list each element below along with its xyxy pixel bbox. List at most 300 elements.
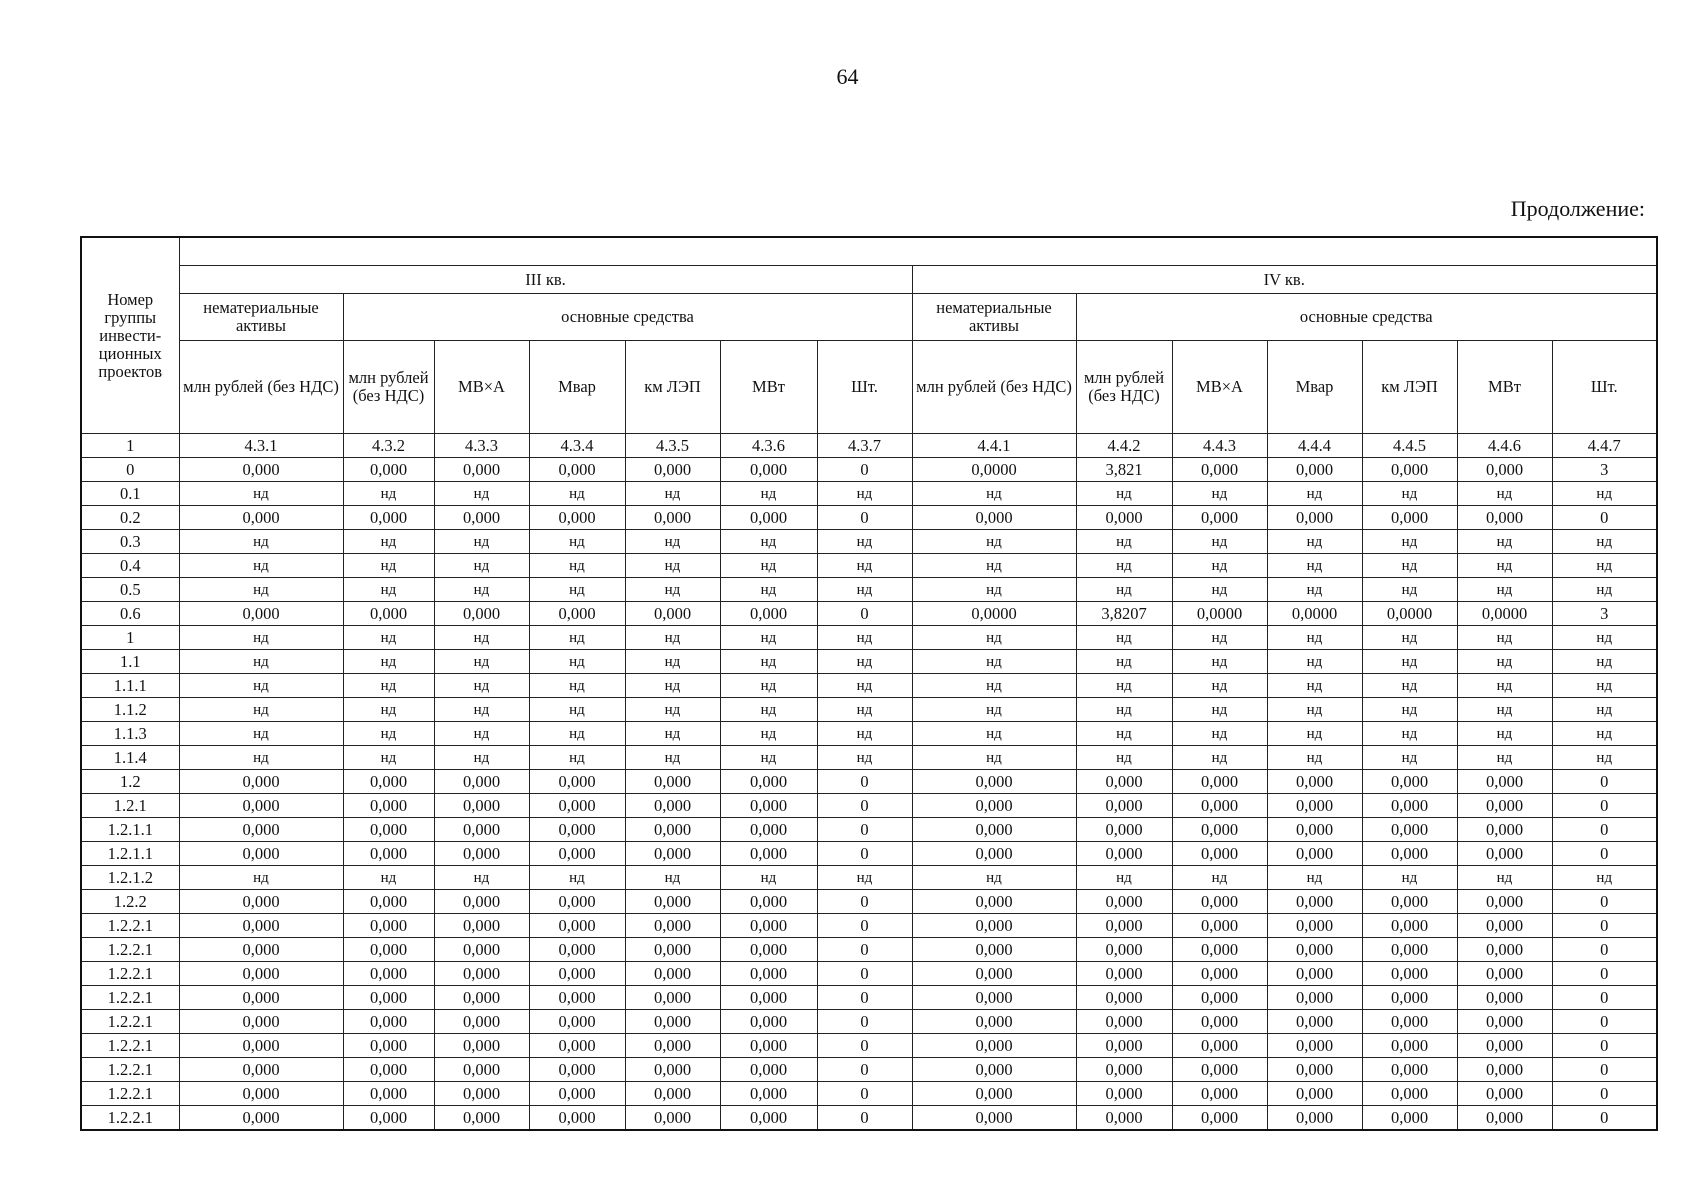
table-cell: 0 (1552, 818, 1657, 842)
table-cell: 0,000 (1362, 770, 1457, 794)
table-cell: 0,000 (1076, 506, 1172, 530)
table-cell: 0 (817, 914, 912, 938)
table-cell: 0 (817, 938, 912, 962)
table-cell: нд (1172, 698, 1267, 722)
table-cell: 0,000 (625, 890, 720, 914)
table-cell: нд (1552, 554, 1657, 578)
q3-unit-km: км ЛЭП (625, 341, 720, 434)
q4-unit-mvar: Мвар (1267, 341, 1362, 434)
table-cell: нд (1076, 674, 1172, 698)
table-cell: 0,000 (625, 506, 720, 530)
table-cell: нд (179, 482, 343, 506)
table-cell: нд (1552, 722, 1657, 746)
table-cell: 0,000 (720, 890, 817, 914)
table-cell: 0,000 (625, 794, 720, 818)
table-cell: нд (1267, 650, 1362, 674)
table-row (81, 674, 1657, 698)
table-cell: 0,000 (434, 914, 529, 938)
table-cell: 0,000 (1267, 1082, 1362, 1106)
table-cell: 0,000 (1076, 818, 1172, 842)
table-cell: 0,000 (343, 770, 434, 794)
table-cell: 0,000 (1362, 962, 1457, 986)
table-cell: 0,000 (1172, 770, 1267, 794)
table-cell: нд (434, 650, 529, 674)
table-cell: нд (1172, 482, 1267, 506)
table-cell: 0 (817, 1010, 912, 1034)
table-cell: нд (1267, 674, 1362, 698)
row-group-number: 1.2.2.1 (81, 1010, 179, 1034)
row-group-number: 1.2.2.1 (81, 1106, 179, 1131)
table-cell: нд (625, 866, 720, 890)
table-cell: 0,000 (529, 1034, 625, 1058)
table-cell: нд (1076, 650, 1172, 674)
table-row (81, 434, 1657, 458)
table-row (81, 818, 1657, 842)
table-cell: нд (912, 482, 1076, 506)
table-cell: нд (1267, 698, 1362, 722)
row-group-number: 0.1 (81, 482, 179, 506)
table-cell: нд (1267, 722, 1362, 746)
table-row (81, 626, 1657, 650)
table-cell: нд (1076, 746, 1172, 770)
table-cell: 0,000 (1076, 1034, 1172, 1058)
table-cell: 0,000 (179, 458, 343, 482)
table-cell: нд (1457, 698, 1552, 722)
table-cell: нд (912, 578, 1076, 602)
table-row (81, 698, 1657, 722)
table-cell: 0 (1552, 1010, 1657, 1034)
table-cell: 0,000 (912, 1010, 1076, 1034)
table-cell: нд (1457, 554, 1552, 578)
table-cell: 0,000 (434, 818, 529, 842)
table-cell: 0 (817, 818, 912, 842)
table-cell: нд (720, 698, 817, 722)
table-cell: нд (1362, 722, 1457, 746)
table-cell: 0,000 (343, 818, 434, 842)
table-cell: нд (1267, 626, 1362, 650)
table-cell: 0,000 (179, 818, 343, 842)
table-cell: нд (1362, 530, 1457, 554)
row-group-number: 0.5 (81, 578, 179, 602)
table-cell: 0,000 (343, 1034, 434, 1058)
table-cell: 0,000 (1172, 818, 1267, 842)
table-cell: 0,000 (434, 1034, 529, 1058)
table-cell: 4.4.6 (1457, 434, 1552, 458)
table-cell: 0,000 (179, 1082, 343, 1106)
table-cell: 0,000 (1267, 794, 1362, 818)
table-cell: 4.3.3 (434, 434, 529, 458)
table-cell: 0,000 (1457, 938, 1552, 962)
table-cell: 0 (1552, 914, 1657, 938)
table-row (81, 458, 1657, 482)
table-cell: 0,000 (1172, 962, 1267, 986)
table-cell: 0,000 (1172, 1082, 1267, 1106)
table-cell: 0,000 (625, 1034, 720, 1058)
row-group-number: 0.4 (81, 554, 179, 578)
table-cell: 0,000 (1362, 506, 1457, 530)
table-cell: нд (434, 530, 529, 554)
table-cell: 0 (817, 458, 912, 482)
table-cell: 0,000 (1076, 914, 1172, 938)
table-cell: 4.3.5 (625, 434, 720, 458)
row-group-number: 1.2.2 (81, 890, 179, 914)
table-row (81, 554, 1657, 578)
table-cell: нд (817, 698, 912, 722)
table-cell: 0,0000 (1267, 602, 1362, 626)
table-cell: 0 (1552, 938, 1657, 962)
table-cell: 0,000 (1457, 1082, 1552, 1106)
table-row (81, 1034, 1657, 1058)
table-cell: 0,000 (912, 770, 1076, 794)
table-cell: 0,000 (1267, 890, 1362, 914)
table-cell: 0,000 (1362, 818, 1457, 842)
table-row (81, 1082, 1657, 1106)
table-cell: нд (817, 482, 912, 506)
table-cell: нд (1457, 650, 1552, 674)
table-cell: 4.4.1 (912, 434, 1076, 458)
table-row (81, 890, 1657, 914)
table-cell: нд (817, 530, 912, 554)
table-cell: нд (1362, 554, 1457, 578)
table-cell: 0,000 (434, 1010, 529, 1034)
table-cell: 0,000 (1267, 770, 1362, 794)
table-cell: 0,000 (1172, 1010, 1267, 1034)
table-cell: нд (912, 554, 1076, 578)
table-cell: 0,000 (179, 1034, 343, 1058)
table-cell: нд (1267, 866, 1362, 890)
table-cell: 0,000 (434, 794, 529, 818)
table-cell: 0,000 (1172, 458, 1267, 482)
table-cell: 0,000 (179, 890, 343, 914)
table-cell: 0 (1552, 1082, 1657, 1106)
table-cell: нд (1076, 722, 1172, 746)
table-cell: нд (1362, 674, 1457, 698)
table-cell: нд (1267, 482, 1362, 506)
table-cell: нд (179, 530, 343, 554)
table-cell: 0,000 (529, 1010, 625, 1034)
table-cell: 0,000 (625, 842, 720, 866)
table-row (81, 986, 1657, 1010)
table-cell: 0 (817, 1106, 912, 1131)
table-row (81, 914, 1657, 938)
quarter-3-header: III кв. (179, 266, 912, 294)
table-cell: 0,000 (179, 986, 343, 1010)
table-cell: нд (912, 674, 1076, 698)
table-cell: 0,000 (1267, 1010, 1362, 1034)
table-cell: 0,000 (1267, 986, 1362, 1010)
table-cell: нд (817, 722, 912, 746)
table-cell: 0,000 (1362, 458, 1457, 482)
table-cell: 0,000 (1362, 938, 1457, 962)
table-cell: нд (1362, 626, 1457, 650)
table-cell: 4.3.4 (529, 434, 625, 458)
table-cell: нд (1457, 626, 1552, 650)
table-row (81, 1058, 1657, 1082)
table-cell: 0,000 (720, 842, 817, 866)
table-cell: нд (817, 554, 912, 578)
table-cell: 0,0000 (1457, 602, 1552, 626)
table-cell: 0,000 (625, 602, 720, 626)
table-cell: 0 (1552, 842, 1657, 866)
row-group-number: 0.3 (81, 530, 179, 554)
table-cell: 0,000 (1457, 794, 1552, 818)
table-cell: нд (179, 866, 343, 890)
table-cell: 0,0000 (1362, 602, 1457, 626)
table-cell: 0,000 (343, 506, 434, 530)
table-cell: нд (1076, 482, 1172, 506)
row-group-number: 1.2.2.1 (81, 1034, 179, 1058)
table-cell: 0,000 (529, 1058, 625, 1082)
table-cell: 0,000 (1267, 1106, 1362, 1131)
table-cell: 0,000 (179, 1058, 343, 1082)
investment-table (80, 236, 1658, 1131)
table-cell: нд (1172, 530, 1267, 554)
table-cell: 0,000 (529, 770, 625, 794)
table-cell: 4.4.4 (1267, 434, 1362, 458)
table-cell: 0,000 (529, 818, 625, 842)
table-cell: 0,000 (625, 962, 720, 986)
table-cell: 4.4.7 (1552, 434, 1657, 458)
q3-unit-mva: МВ×А (434, 341, 529, 434)
table-cell: 0,000 (1172, 794, 1267, 818)
table-cell: нд (912, 722, 1076, 746)
table-cell: 0,000 (1457, 506, 1552, 530)
table-cell: 0,000 (529, 602, 625, 626)
table-cell: 0,000 (529, 794, 625, 818)
table-cell: нд (1457, 482, 1552, 506)
table-cell: нд (817, 674, 912, 698)
table-cell: 0 (817, 986, 912, 1010)
table-cell: 0,000 (912, 962, 1076, 986)
table-cell: 3,8207 (1076, 602, 1172, 626)
table-cell: 0,000 (1457, 986, 1552, 1010)
table-cell: 0 (817, 962, 912, 986)
row-group-number: 1.2.1.2 (81, 866, 179, 890)
table-cell: 0,000 (720, 770, 817, 794)
table-cell: нд (529, 866, 625, 890)
table-cell: нд (720, 650, 817, 674)
q4-unit-pcs: Шт. (1552, 341, 1657, 434)
table-cell: 0,000 (179, 938, 343, 962)
table-cell: 0,000 (720, 818, 817, 842)
table-cell: нд (1457, 530, 1552, 554)
table-cell: 0 (817, 602, 912, 626)
table-cell: нд (434, 578, 529, 602)
table-cell: 0,000 (720, 962, 817, 986)
table-cell: 0,000 (1076, 770, 1172, 794)
table-cell: нд (625, 698, 720, 722)
table-cell: нд (1457, 722, 1552, 746)
table-cell: нд (912, 626, 1076, 650)
table-cell: 0,000 (1267, 962, 1362, 986)
table-cell: нд (529, 626, 625, 650)
table-cell: 0,000 (720, 1058, 817, 1082)
table-cell: нд (434, 626, 529, 650)
table-cell: 0,000 (912, 890, 1076, 914)
table-cell: нд (529, 674, 625, 698)
table-cell: нд (1552, 626, 1657, 650)
table-cell: нд (529, 530, 625, 554)
row-group-number: 1.2.1.1 (81, 818, 179, 842)
table-cell: 0,000 (1172, 890, 1267, 914)
q4-unit-mva: МВ×А (1172, 341, 1267, 434)
table-cell: нд (625, 530, 720, 554)
table-cell: 0,000 (720, 1034, 817, 1058)
table-cell: нд (625, 722, 720, 746)
table-row (81, 578, 1657, 602)
table-cell: 0,000 (1362, 1106, 1457, 1131)
q4-fixed-assets-header: основные средства (1076, 294, 1657, 341)
table-cell: 0,000 (625, 914, 720, 938)
table-cell: нд (1362, 698, 1457, 722)
table-cell: 0,000 (434, 890, 529, 914)
row-group-number: 0 (81, 458, 179, 482)
table-cell: 0,0000 (912, 602, 1076, 626)
table-cell: 0,000 (434, 602, 529, 626)
table-cell: 0,000 (1076, 938, 1172, 962)
q3-unit-rub-intangible: млн рублей (без НДС) (179, 341, 343, 434)
table-cell: 0,000 (912, 818, 1076, 842)
table-cell: 0,000 (1362, 1058, 1457, 1082)
table-cell: 0,000 (434, 842, 529, 866)
row-group-number: 1.2.2.1 (81, 938, 179, 962)
q4-unit-rub-intangible: млн рублей (без НДС) (912, 341, 1076, 434)
table-cell: 0,000 (1172, 938, 1267, 962)
table-cell: нд (434, 554, 529, 578)
table-cell: нд (179, 698, 343, 722)
table-cell: 0,000 (625, 1082, 720, 1106)
table-cell: нд (1076, 578, 1172, 602)
table-cell: 0,000 (1457, 1058, 1552, 1082)
table-cell: нд (720, 530, 817, 554)
table-cell: 4.3.7 (817, 434, 912, 458)
table-cell: 0,0000 (912, 458, 1076, 482)
q3-unit-mw: МВт (720, 341, 817, 434)
table-cell: 0,000 (720, 1106, 817, 1131)
table-cell: 0,000 (434, 1058, 529, 1082)
table-cell: 0,000 (1362, 890, 1457, 914)
table-row (81, 602, 1657, 626)
table-cell: 0,000 (1267, 938, 1362, 962)
table-cell: 0 (1552, 506, 1657, 530)
table-cell: 0,000 (1076, 794, 1172, 818)
table-cell: 0,000 (1457, 962, 1552, 986)
table-row (81, 530, 1657, 554)
table-cell: 0,000 (1172, 1034, 1267, 1058)
table-cell: нд (179, 650, 343, 674)
table-cell: 0,000 (912, 1058, 1076, 1082)
table-cell: нд (912, 746, 1076, 770)
q3-unit-rub-fixed: млн рублей (без НДС) (343, 341, 434, 434)
table-cell: 0,000 (1267, 914, 1362, 938)
row-group-number: 1.2.1 (81, 794, 179, 818)
table-cell: 0,000 (1076, 1010, 1172, 1034)
table-cell: 0,000 (179, 842, 343, 866)
table-cell: нд (720, 626, 817, 650)
table-cell: нд (1076, 554, 1172, 578)
q3-intangible-header: нематериальные активы (179, 294, 343, 341)
table-cell: 0 (1552, 1106, 1657, 1131)
table-cell: 0,000 (1267, 818, 1362, 842)
table-cell: нд (434, 746, 529, 770)
table-cell: нд (720, 578, 817, 602)
table-cell: 0,000 (434, 458, 529, 482)
table-cell: нд (720, 482, 817, 506)
table-cell: 0,000 (912, 986, 1076, 1010)
table-cell: нд (343, 554, 434, 578)
table-cell: нд (529, 698, 625, 722)
table-cell: 0,000 (529, 842, 625, 866)
table-cell: 0,000 (1172, 1106, 1267, 1131)
table-cell: 0,000 (912, 1082, 1076, 1106)
table-row (81, 842, 1657, 866)
table-cell: 0,000 (1172, 1058, 1267, 1082)
row-group-number: 1.1.4 (81, 746, 179, 770)
table-cell: 0,000 (1076, 890, 1172, 914)
table-cell: нд (1552, 578, 1657, 602)
table-cell: 0,000 (529, 914, 625, 938)
table-cell: нд (343, 578, 434, 602)
table-cell: 0,000 (529, 890, 625, 914)
table-cell: нд (1362, 650, 1457, 674)
table-row (81, 746, 1657, 770)
q3-unit-mvar: Мвар (529, 341, 625, 434)
table-cell: нд (1172, 746, 1267, 770)
table-cell: 4.4.3 (1172, 434, 1267, 458)
table-cell: нд (1172, 578, 1267, 602)
row-group-number: 1.1.1 (81, 674, 179, 698)
table-cell: 0,000 (720, 506, 817, 530)
table-cell: нд (343, 674, 434, 698)
table-cell: нд (1362, 866, 1457, 890)
table-cell: нд (1552, 650, 1657, 674)
table-cell: нд (1172, 650, 1267, 674)
table-cell: нд (720, 674, 817, 698)
q3-unit-pcs: Шт. (817, 341, 912, 434)
table-cell: 0,000 (625, 986, 720, 1010)
table-cell: 0,000 (1457, 1010, 1552, 1034)
table-cell: 4.4.5 (1362, 434, 1457, 458)
table-cell: нд (1076, 626, 1172, 650)
page-number: 64 (836, 64, 859, 89)
table-cell: 0,000 (1076, 842, 1172, 866)
table-cell: 0,000 (343, 602, 434, 626)
table-cell: 0,000 (625, 1106, 720, 1131)
row-group-number: 1.2.2.1 (81, 1058, 179, 1082)
table-cell: нд (625, 626, 720, 650)
table-cell: 0,000 (1267, 506, 1362, 530)
table-cell: 0 (1552, 1058, 1657, 1082)
table-cell: нд (817, 866, 912, 890)
table-cell: нд (529, 554, 625, 578)
table-row (81, 938, 1657, 962)
table-cell: 0,000 (912, 914, 1076, 938)
table-cell: нд (1362, 578, 1457, 602)
table-cell: нд (625, 482, 720, 506)
table-cell: нд (343, 722, 434, 746)
table-cell: нд (179, 674, 343, 698)
table-cell: 3 (1552, 602, 1657, 626)
table-cell: 3 (1552, 458, 1657, 482)
group-number-header: Номер группы инвести-ционных проектов (81, 237, 179, 434)
table-cell: 0,000 (343, 938, 434, 962)
table-cell: 0 (1552, 890, 1657, 914)
q4-unit-rub-fixed: млн рублей (без НДС) (1076, 341, 1172, 434)
table-header (81, 237, 1657, 434)
table-cell: нд (1267, 530, 1362, 554)
table-cell: 0 (817, 794, 912, 818)
table-cell: 0,000 (343, 962, 434, 986)
